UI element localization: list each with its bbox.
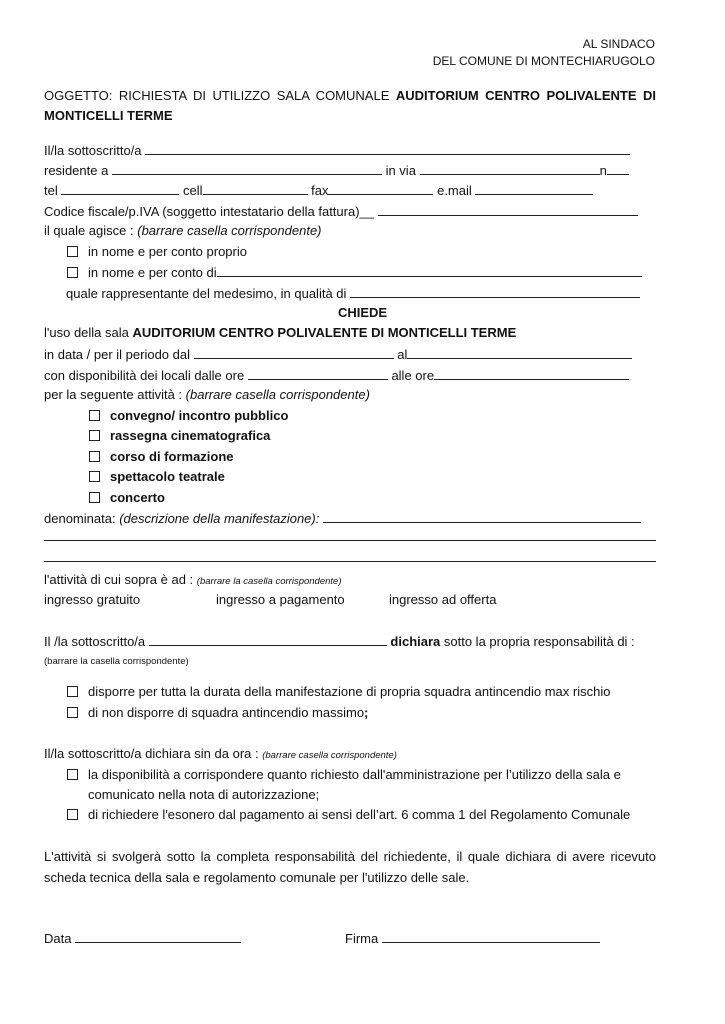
option-other	[67, 263, 642, 281]
representative-line	[66, 284, 640, 302]
activity-3-label: corso di formazione	[110, 449, 234, 464]
subject	[44, 86, 656, 126]
description-line-1[interactable]	[44, 540, 656, 541]
admission-note: (barrare la casella corrispondente)	[196, 576, 342, 587]
declaration-note	[44, 651, 189, 670]
admission-option-3[interactable]: ingresso ad offerta	[389, 592, 497, 607]
description-line-2[interactable]	[44, 561, 656, 562]
activity-5-label: concerto	[110, 490, 165, 505]
payment-option-1-line-2: comunicato nella nota di autorizzazione;	[88, 787, 320, 802]
date-from-label: in data / per il periodo dal	[44, 347, 190, 362]
fiscal-field[interactable]	[378, 202, 638, 216]
date-label: Data	[44, 931, 72, 946]
activity-option-3	[89, 448, 234, 465]
admission-label: l'attività di cui sopra è ad :	[44, 572, 194, 587]
cell-field[interactable]	[203, 181, 308, 195]
hours-to-field[interactable]	[434, 366, 629, 380]
sign-label: Firma	[345, 931, 379, 946]
undersigned-label: Il/la sottoscritto/a	[44, 143, 142, 158]
date-field[interactable]	[75, 929, 241, 943]
fax-label: fax	[311, 183, 329, 198]
activity-note: (barrare casella corrispondente)	[185, 387, 370, 402]
checkbox-activity-5[interactable]	[89, 492, 100, 503]
residence-field[interactable]	[112, 161, 382, 175]
number-field[interactable]	[607, 161, 629, 175]
date-from-field[interactable]	[194, 345, 394, 359]
payment-option-2	[67, 806, 630, 823]
activity-4-label: spettacolo teatrale	[110, 469, 225, 484]
declaration2-note: (barrare casella corrispondente)	[262, 750, 397, 761]
admission-option-1[interactable]: ingresso gratuito	[44, 592, 141, 607]
checkbox-payment-1[interactable]	[67, 769, 78, 780]
option-own-label: in nome e per conto proprio	[88, 244, 247, 259]
checkbox-activity-4[interactable]	[89, 471, 100, 482]
fax-field[interactable]	[328, 181, 433, 195]
hours-to-label: alle ore	[391, 368, 435, 383]
acts-as-label: il quale agisce :	[44, 223, 134, 238]
activity-option-4	[89, 468, 225, 485]
subject-bold: AUDITORIUM CENTRO POLIVALENTE DI MONTICELLI TERME	[44, 88, 657, 123]
activity-option-2	[89, 427, 270, 444]
request-heading: CHIEDE	[337, 305, 388, 320]
hours-from-field[interactable]	[248, 366, 388, 380]
declaration2-prefix: Il/la sottoscritto/a dichiara sin da ora :	[44, 746, 259, 761]
declaration-note-text: (barrare la casella corrispondente)	[44, 656, 189, 667]
checkbox-activity-2[interactable]	[89, 430, 100, 441]
payment-option-2-label: di richiedere l'esonero dal pagamento ai sensi dell’art. 6 comma 1 del Regolamento Comunale	[88, 807, 631, 822]
fiscal-line	[44, 202, 638, 220]
activity-2-label: rassegna cinematografica	[110, 428, 271, 443]
street-label: in via	[385, 163, 416, 178]
recipient-line-1: AL SINDACO	[582, 37, 655, 51]
tel-label: tel	[44, 183, 58, 198]
tel-field[interactable]	[61, 181, 179, 195]
hours-line	[44, 366, 629, 384]
closing-paragraph: L'attività si svolgerà sotto la completa responsabilità del richiedente, il quale dichiara di avere ricevuto scheda tecnica della sala e regolamento comunale per l'utilizzo delle sale.	[44, 849, 656, 885]
subject-prefix: OGGETTO: RICHIESTA DI UTILIZZO SALA COMUNALE	[44, 88, 390, 103]
representative-field[interactable]	[350, 284, 640, 298]
declaration-line	[44, 632, 656, 650]
other-field[interactable]	[217, 263, 642, 277]
fire-option-2	[67, 704, 368, 721]
denomination-label: denominata:	[44, 511, 116, 526]
fire-option-1-label: disporre per tutta la durata della manifestazione di propria squadra antincendio max rischio	[88, 684, 611, 699]
date-to-field[interactable]	[407, 345, 632, 359]
residence-line	[44, 161, 629, 179]
email-field[interactable]	[475, 181, 593, 195]
residence-label: residente a	[44, 163, 109, 178]
use-line	[44, 324, 516, 341]
use-bold: AUDITORIUM CENTRO POLIVALENTE DI MONTICELLI TERME	[132, 325, 517, 340]
payment-option-1-line-1: la disponibilità a corrispondere quanto richiesto dall'amministrazione per l’utilizzo della sala e	[88, 767, 621, 782]
hours-from-label: con disponibilità dei locali dalle ore	[44, 368, 245, 383]
cell-label: cell	[182, 183, 203, 198]
undersigned-field[interactable]	[145, 141, 630, 155]
contacts-line	[44, 181, 593, 199]
recipient-line-2: DEL COMUNE DI MONTECHIARUGOLO	[432, 54, 655, 68]
checkbox-fire-1[interactable]	[67, 686, 78, 697]
fire-option-2-label: di non disporre di squadra antincendio massimo	[88, 705, 365, 720]
date-to-label: al	[397, 347, 408, 362]
sign-field[interactable]	[382, 929, 600, 943]
checkbox-own[interactable]	[67, 246, 78, 257]
activity-option-5	[89, 489, 165, 506]
activity-option-1	[89, 407, 288, 424]
fire-option-1	[67, 683, 610, 700]
fiscal-label: Codice fiscale/p.IVA (soggetto intestatario della fattura)__	[44, 204, 375, 219]
option-own	[67, 243, 247, 260]
checkbox-payment-2[interactable]	[67, 809, 78, 820]
declaration-bold: dichiara	[390, 634, 441, 649]
use-prefix: l'uso della sala	[44, 325, 129, 340]
payment-option-1	[67, 766, 621, 783]
denomination-line	[44, 509, 641, 527]
checkbox-other[interactable]	[67, 267, 78, 278]
acts-as-note: (barrare casella corrispondente)	[137, 223, 322, 238]
denomination-note: (descrizione della manifestazione):	[119, 511, 320, 526]
checkbox-fire-2[interactable]	[67, 707, 78, 718]
admission-line	[44, 571, 341, 590]
declaration-suffix: sotto la propria responsabilità di :	[443, 634, 635, 649]
sign-line	[345, 929, 600, 947]
declaration-prefix: Il /la sottoscritto/a	[44, 634, 146, 649]
declaration-name-field[interactable]	[149, 632, 387, 646]
declaration2-line	[44, 745, 397, 764]
activity-line	[44, 386, 370, 403]
representative-label: quale rappresentante del medesimo, in qualità di	[66, 286, 347, 301]
checkbox-activity-1[interactable]	[89, 410, 100, 421]
undersigned-line	[44, 141, 630, 159]
option-other-label: in nome e per conto di	[88, 265, 217, 280]
checkbox-activity-3[interactable]	[89, 451, 100, 462]
acts-as-line	[44, 222, 322, 239]
activity-label: per la seguente attività :	[44, 387, 183, 402]
number-label: n	[599, 163, 607, 178]
street-field[interactable]	[420, 161, 600, 175]
activity-1-label: convegno/ incontro pubblico	[110, 408, 289, 423]
date-signature-line	[44, 929, 241, 947]
email-label: e.mail	[437, 183, 472, 198]
admission-option-2[interactable]: ingresso a pagamento	[216, 592, 345, 607]
fire-option-2-suffix: ;	[364, 705, 369, 720]
denomination-field[interactable]	[323, 509, 641, 523]
date-line	[44, 345, 632, 363]
